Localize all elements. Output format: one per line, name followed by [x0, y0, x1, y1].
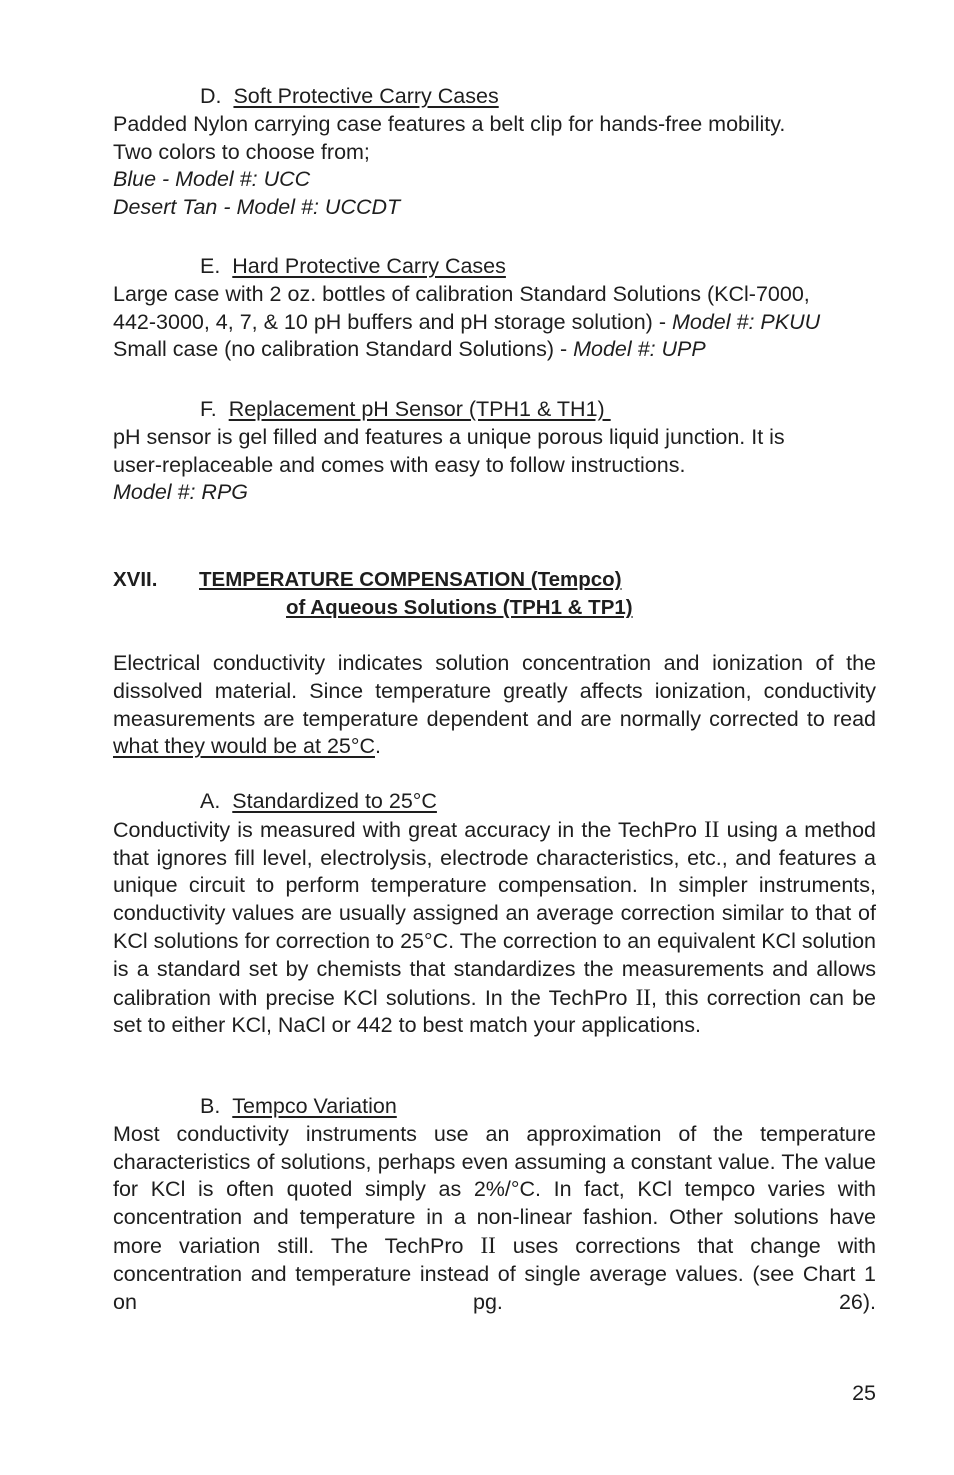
section-xvii-intro	[113, 650, 876, 761]
page-number: 25	[852, 1381, 876, 1405]
section-d	[113, 83, 876, 222]
section-e-title: Hard Protective Carry Cases	[232, 254, 506, 278]
section-a-roman-1: II	[704, 816, 720, 842]
section-d-model-tan: Desert Tan - Model #: UCCDT	[113, 195, 401, 220]
section-b-letter: B.	[200, 1094, 221, 1118]
section-xvii-intro-text: Electrical conductivity indicates solution concentration and ionization of the dissolved material. Since temperature greatly affects ionization, conductivity measurements are temperature dependent and are normally corrected to read	[113, 651, 876, 731]
section-f-line1: pH sensor is gel filled and features a unique porous liquid junction. It is	[113, 424, 785, 449]
section-b-title: Tempco Variation	[232, 1094, 397, 1118]
section-a-title: Standardized to 25°C	[232, 789, 437, 813]
section-f-line2: user-replaceable and comes with easy to follow instructions.	[113, 452, 686, 477]
section-f-heading	[113, 396, 876, 424]
section-e-line3-text: Small case (no calibration Standard Solutions) -	[113, 337, 574, 362]
section-f-model: Model #: RPG	[113, 480, 249, 505]
section-b-body-2: uses corrections that change with concentration and temperature instead of single average values. (see Chart 1 on pg. 26).	[113, 1233, 876, 1314]
section-d-title: Soft Protective Carry Cases	[233, 84, 499, 108]
section-e-model-small: Model #: UPP	[573, 337, 706, 362]
section-f-title: Replacement pH Sensor (TPH1 & TH1)	[228, 397, 611, 421]
section-a-roman-2: II	[635, 984, 651, 1010]
section-a-letter: A.	[200, 789, 221, 813]
section-e-heading	[113, 253, 876, 281]
section-a-body-1: Conductivity is measured with great accuracy in the TechPro	[113, 817, 705, 842]
section-d-letter: D.	[200, 84, 222, 108]
section-f-letter: F.	[200, 397, 217, 421]
section-a-heading	[113, 788, 876, 816]
section-xvii-number: XVII.	[113, 568, 158, 591]
section-d-line1: Padded Nylon carrying case features a belt clip for hands-free mobility.	[113, 111, 786, 136]
section-b-heading	[113, 1093, 876, 1121]
section-d-heading	[113, 83, 876, 111]
section-a-body-3: , this correction can be set to either KCl, NaCl or 442 to best match your applications.	[113, 985, 876, 1038]
section-d-line2: Two colors to choose from;	[113, 139, 370, 164]
section-xvii-title-2	[286, 594, 633, 622]
section-e-line2-text: 442-3000, 4, 7, & 10 pH buffers and pH storage solution) -	[113, 309, 672, 334]
section-a-body-2: using a method that ignores fill level, electrolysis, electrode characteristics, etc., and features a unique circuit to perform temperature compensation. In simpler instruments, conductivity values are usually assigned an average correction similar to that of KCl solutions for correction to 25°C. The correction to an equivalent KCl solution is a standard set by chemists that standardizes the measurements and allows calibration with precise KCl solutions. In the TechPro	[113, 817, 876, 1010]
section-e-model-large: Model #: PKUU	[671, 309, 821, 334]
section-e-line2	[113, 309, 876, 337]
section-xvii-intro-underlined: what they would be at 25°C	[113, 734, 375, 759]
section-d-model-blue: Blue - Model #: UCC	[113, 167, 311, 192]
section-f	[113, 396, 876, 507]
section-a	[113, 788, 876, 1040]
section-b	[113, 1093, 876, 1316]
section-b-body-1: Most conductivity instruments use an approximation of the temperature characteristics of solutions, perhaps even assuming a constant value. The value for KCl is often quoted simply as 2%/°C. In fact, KCl tempco varies with concentration and temperature in a non-linear fashion. Other solutions have more variation still. The TechPro	[113, 1121, 876, 1258]
section-e-line3	[113, 336, 876, 364]
section-e-line1: Large case with 2 oz. bottles of calibration Standard Solutions (KCl-7000,	[113, 281, 810, 306]
section-e	[113, 253, 876, 364]
section-e-letter: E.	[200, 254, 221, 278]
section-xvii-title-2-text: of Aqueous Solutions (TPH1 & TP1)	[286, 596, 633, 619]
section-xvii-title-1	[199, 566, 622, 594]
section-xvii-title-1-text: TEMPERATURE COMPENSATION (Tempco)	[199, 568, 622, 591]
section-b-roman-1: II	[480, 1232, 496, 1258]
section-xvii-intro-end: .	[374, 734, 381, 759]
section-a-body	[113, 816, 876, 1040]
section-b-body	[113, 1121, 876, 1317]
